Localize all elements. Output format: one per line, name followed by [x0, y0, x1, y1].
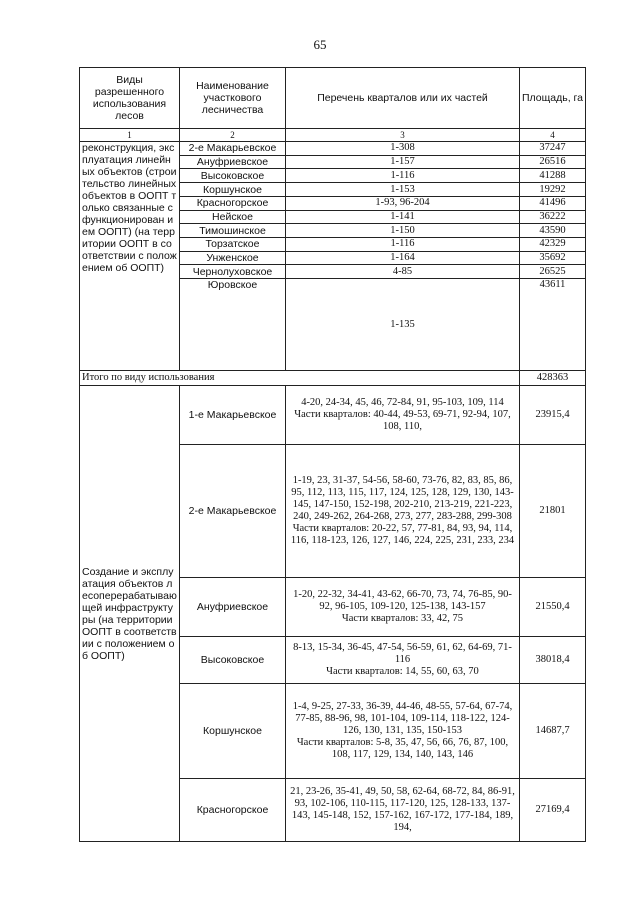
- forestry-name: Ануфриевское: [180, 155, 286, 169]
- quarters-list: 1-141: [286, 210, 520, 224]
- quarters-cell: [286, 779, 520, 842]
- area-value: 38018,4: [520, 637, 586, 684]
- forestry-name: Чернолуховское: [180, 265, 286, 279]
- forestry-name: Коршунское: [180, 183, 286, 197]
- area-value: 21550,4: [520, 578, 586, 637]
- total-label: Итого по виду использования: [80, 371, 520, 386]
- area-value: 14687,7: [520, 684, 586, 779]
- forestry-name: Унженское: [180, 251, 286, 265]
- quarter-parts: Части кварталов: 33, 42, 75: [341, 613, 464, 624]
- forestry-name: Коршунское: [180, 684, 286, 779]
- forestry-name: Красногорское: [180, 196, 286, 210]
- quarters-list: 1-157: [286, 155, 520, 169]
- forestry-name: Высоковское: [180, 169, 286, 183]
- quarter-parts: Части кварталов: 5-8, 35, 47, 56, 66, 76, 87, 100, 108, 117, 129, 134, 140, 143, 146: [296, 737, 509, 760]
- quarters-cell: [286, 445, 520, 578]
- quarters-list: 1-308: [286, 142, 520, 156]
- page-number: 65: [313, 37, 327, 52]
- quarters-cell: [286, 637, 520, 684]
- quarters-list: 1-135: [286, 279, 520, 371]
- forestry-name: 2-е Макарьевское: [180, 142, 286, 156]
- area-value: 35692: [520, 251, 586, 265]
- forestry-name: Торзатское: [180, 238, 286, 252]
- forestry-name: 2-е Макарьевское: [180, 445, 286, 578]
- col-number: 4: [520, 129, 586, 142]
- area-value: 19292: [520, 183, 586, 197]
- quarters-list: 1-116: [286, 169, 520, 183]
- forestry-name: 1-е Макарьевское: [180, 386, 286, 445]
- forest-usage-table: [79, 67, 586, 842]
- quarters-list: 1-116: [286, 238, 520, 252]
- quarter-parts: Части кварталов: 14, 55, 60, 63, 70: [326, 666, 479, 677]
- quarter-parts: Части кварталов: 40-44, 49-53, 69-71, 92-94, 107, 108, 110,: [294, 409, 511, 432]
- usage-type-cell: Создание и эксплуатация объектов лесоперерабатывающей инфраструктуры (на территории ООПТ в соответствии с положением об ООПТ): [80, 386, 180, 842]
- forestry-name: Юровское: [180, 279, 286, 371]
- quarters-list: 1-150: [286, 224, 520, 238]
- area-value: 21801: [520, 445, 586, 578]
- quarters-list: 1-4, 9-25, 27-33, 36-39, 44-46, 48-55, 57-64, 67-74, 77-85, 88-96, 98, 101-104, 109-114, 118-122, 124-126, 130, 131, 135, 150-153: [292, 701, 513, 736]
- forestry-name: Ануфриевское: [180, 578, 286, 637]
- quarters-list: 4-20, 24-34, 45, 46, 72-84, 91, 95-103, 109, 114: [301, 397, 504, 408]
- header-usage-type: Виды разрешенного использования лесов: [80, 68, 180, 129]
- header-area: Площадь, га: [520, 68, 586, 129]
- area-value: 36222: [520, 210, 586, 224]
- usage-type-cell: реконструкция, эксплуатация линейных объектов (строительство линейных объектов в ООПТ только связанные с функционирован ием ООПТ) (на территории ООПТ в соответствии с положением об ООПТ): [80, 142, 180, 371]
- area-value: 42329: [520, 238, 586, 252]
- area-value: 27169,4: [520, 779, 586, 842]
- quarters-list: 4-85: [286, 265, 520, 279]
- quarters-cell: [286, 386, 520, 445]
- quarters-list: 1-93, 96-204: [286, 196, 520, 210]
- quarters-cell: [286, 578, 520, 637]
- forestry-name: Высоковское: [180, 637, 286, 684]
- col-number: 2: [180, 129, 286, 142]
- quarters-list: 1-20, 22-32, 34-41, 43-62, 66-70, 73, 74, 76-85, 90-92, 96-105, 109-120, 125-138, 143-157: [293, 589, 512, 612]
- area-value: 26525: [520, 265, 586, 279]
- area-value: 41288: [520, 169, 586, 183]
- area-value: 37247: [520, 142, 586, 156]
- quarters-list: 8-13, 15-34, 36-45, 47-54, 56-59, 61, 62, 64-69, 71-116: [293, 642, 512, 665]
- forestry-name: Красногорское: [180, 779, 286, 842]
- header-forestry-name: Наименование участкового лесничества: [180, 68, 286, 129]
- total-area: 428363: [520, 371, 586, 386]
- area-value: 26516: [520, 155, 586, 169]
- col-number: 1: [80, 129, 180, 142]
- quarter-parts: Части кварталов: 20-22, 57, 77-81, 84, 93, 94, 114, 116, 118-123, 126, 127, 146, 224, 225, 231, 233, 234: [290, 523, 515, 546]
- quarters-list: 1-164: [286, 251, 520, 265]
- area-value: 23915,4: [520, 386, 586, 445]
- quarters-list: 21, 23-26, 35-41, 49, 50, 58, 62-64, 68-72, 84, 86-91, 93, 102-106, 110-115, 117-120, 125, 128-133, 137-143, 145-148, 152, 157-162, 167-172, 177-184, 189, 194,: [290, 786, 515, 833]
- col-number: 3: [286, 129, 520, 142]
- forestry-name: Тимошинское: [180, 224, 286, 238]
- header-quarters-list: Перечень кварталов или их частей: [286, 68, 520, 129]
- quarters-list: 1-153: [286, 183, 520, 197]
- area-value: 41496: [520, 196, 586, 210]
- quarters-list: 1-19, 23, 31-37, 54-56, 58-60, 73-76, 82, 83, 85, 86, 95, 112, 113, 115, 117, 124, 125, 128, 129, 130, 143-145, 147-150, 152-198, 202-210, 213-219, 221-223, 240, 249-262, 264-268, 273, 277, 283-288, 299-308: [291, 475, 514, 522]
- area-value: 43590: [520, 224, 586, 238]
- forestry-name: Нейское: [180, 210, 286, 224]
- area-value: 43611: [520, 279, 586, 371]
- quarters-cell: [286, 684, 520, 779]
